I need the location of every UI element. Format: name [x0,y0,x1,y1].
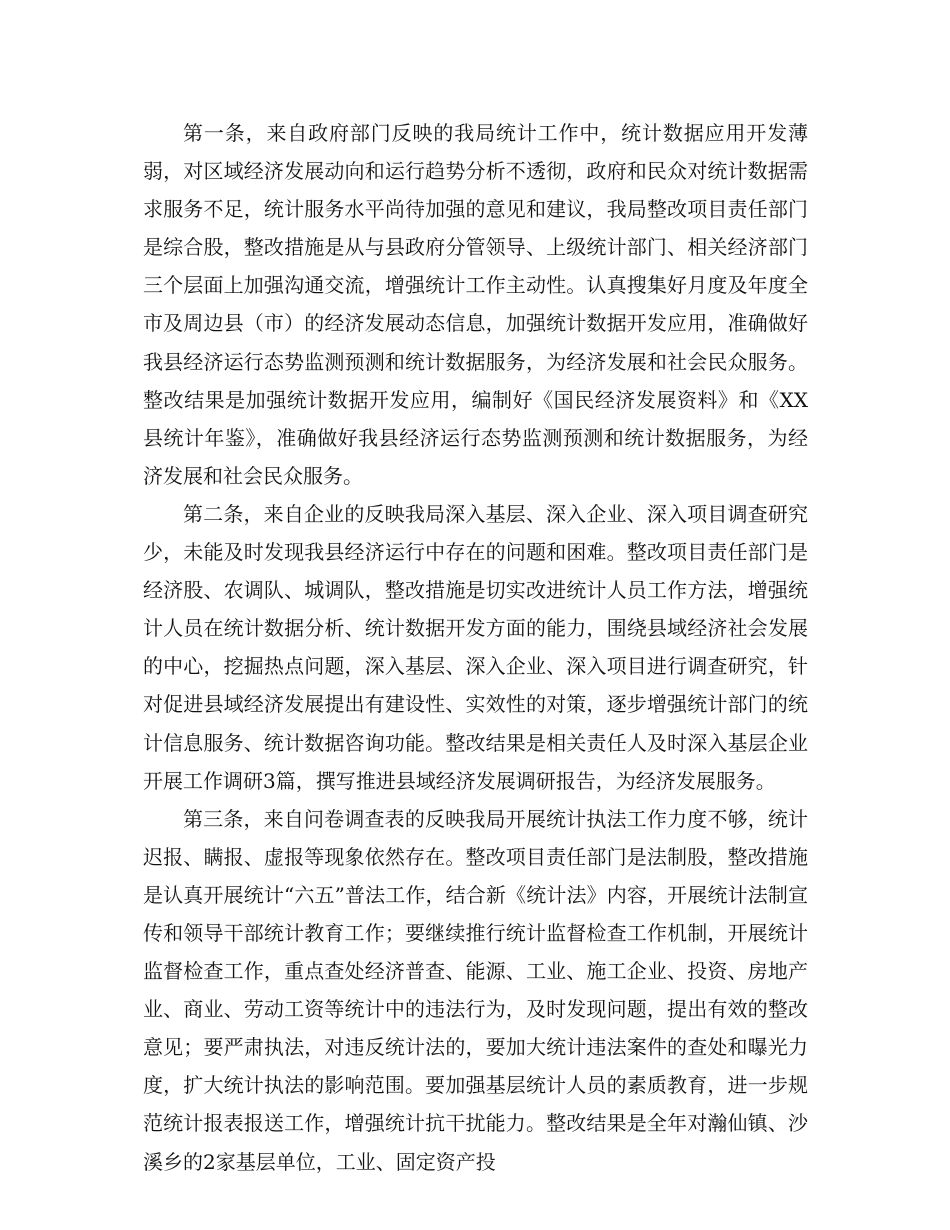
paragraph-article-1: 第一条，来自政府部门反映的我局统计工作中，统计数据应用开发薄弱，对区域经济发展动向和运行趋势分析不透彻，政府和民众对统计数据需求服务不足，统计服务水平尚待加强的意见和建议，我局整改项目责任部门是综合股，整改措施是从与县政府分管领导、上级统计部门、相关经济部门三个层面上加强沟通交流，增强统计工作主动性。认真搜集好月度及年度全市及周边县（市）的经济发展动态信息，加强统计数据开发应用，准确做好我县经济运行态势监测预测和统计数据服务，为经济发展和社会民众服务。整改结果是加强统计数据开发应用，编制好《国民经济发展资料》和《XX县统计年鉴》，准确做好我县经济运行态势监测预测和统计数据服务，为经济发展和社会民众服务。 [143,121,808,488]
document-body [143,114,808,1181]
paragraph-article-2: 第二条，来自企业的反映我局深入基层、深入企业、深入项目调查研究少，未能及时发现我县经济运行中存在的问题和困难。整改项目责任部门是经济股、农调队、城调队，整改措施是切实改进统计人员工作方法，增强统计人员在统计数据分析、统计数据开发方面的能力，围绕县域经济社会发展的中心，挖掘热点问题，深入基层、深入企业、深入项目进行调查研究，针对促进县域经济发展提出有建设性、实效性的对策，逐步增强统计部门的统计信息服务、统计数据咨询功能。整改结果是相关责任人及时深入基层企业开展工作调研3篇，撰写推进县域经济发展调研报告，为经济发展服务。 [143,501,808,793]
paragraph-article-3: 第三条，来自问卷调查表的反映我局开展统计执法工作力度不够，统计迟报、瞒报、虚报等现象依然存在。整改项目责任部门是法制股，整改措施是认真开展统计“六五”普法工作，结合新《统计法》内容，开展统计法制宣传和领导干部统计教育工作；要继续推行统计监督检查工作机制，开展统计监督检查工作，重点查处经济普查、能源、工业、施工企业、投资、房地产业、商业、劳动工资等统计中的违法行为，及时发现问题，提出有效的整改意见；要严肃执法，对违反统计法的，要加大统计违法案件的查处和曝光力度，扩大统计执法的影响范围。要加强基层统计人员的素质教育，进一步规范统计报表报送工作，增强统计抗干扰能力。整改结果是全年对瀚仙镇、沙溪乡的2家基层单位，工业、固定资产投 [143,806,808,1174]
